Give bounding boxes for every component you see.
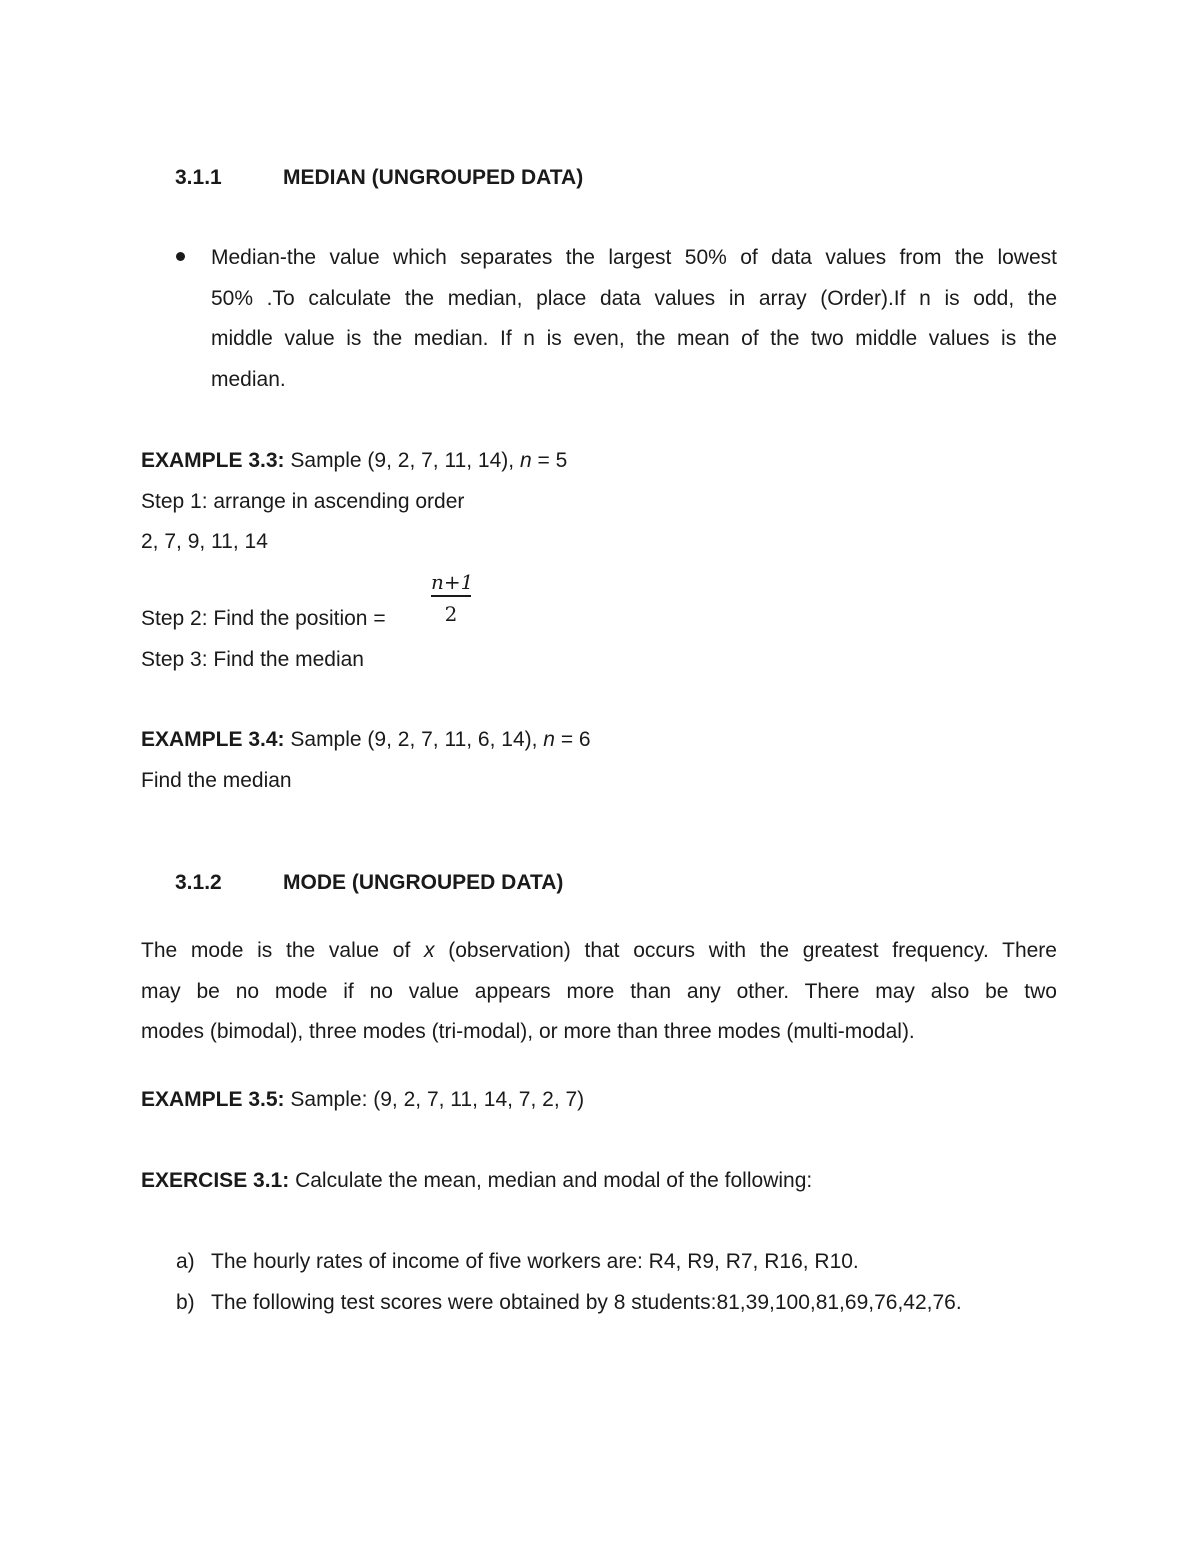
example-3-3-n-value: = 5 <box>531 449 568 472</box>
bullet-line-3: middle value is the median. If n is even, the mean of the two middle values is the <box>211 327 1057 350</box>
example-3-3-label: EXAMPLE 3.3: <box>141 449 285 472</box>
example-3-4-line <box>141 729 591 750</box>
exercise-item-a-marker: a) <box>176 1250 195 1273</box>
section-title-mode: MODE (UNGROUPED DATA) <box>283 871 564 894</box>
fraction-numerator: n+1 <box>431 570 474 594</box>
bullet-icon <box>176 252 185 261</box>
example-3-3-step2: Step 2: Find the position = <box>141 607 386 630</box>
example-3-3-step1: Step 1: arrange in ascending order <box>141 490 465 513</box>
exercise-item-a-text: The hourly rates of income of five workers are: R4, R9, R7, R16, R10. <box>211 1250 859 1273</box>
exercise-item-b-marker: b) <box>176 1291 195 1314</box>
section-title-median: MEDIAN (UNGROUPED DATA) <box>283 166 584 189</box>
section-number-median: 3.1.1 <box>175 166 222 189</box>
example-3-5-label: EXAMPLE 3.5: <box>141 1088 285 1111</box>
exercise-item-b-text: The following test scores were obtained by 8 students:81,39,100,81,69,76,42,76. <box>211 1291 962 1314</box>
example-3-5-line <box>141 1089 584 1110</box>
mode-line-1-end: (observation) that occurs with the greatest frequency. There <box>434 939 1057 962</box>
mode-line-1-start: The mode is the value of <box>141 939 425 962</box>
bullet-line-4: median. <box>211 368 286 391</box>
example-3-3-n: n <box>519 449 532 472</box>
mode-paragraph-line-2: may be no mode if no value appears more than any other. There may also be two <box>141 980 1057 1003</box>
exercise-3-1-line <box>141 1170 812 1191</box>
section-number-mode: 3.1.2 <box>175 871 222 894</box>
mode-paragraph-line-1 <box>141 940 1057 961</box>
bullet-line-2: 50% .To calculate the median, place data values in array (Order).If n is odd, the <box>211 287 1057 310</box>
mode-x-symbol: x <box>424 939 435 962</box>
example-3-3-sample: Sample (9, 2, 7, 11, 14), <box>284 449 520 472</box>
exercise-3-1-text: Calculate the mean, median and modal of the following: <box>289 1169 813 1192</box>
mode-paragraph-line-3: modes (bimodal), three modes (tri-modal), or more than three modes (multi-modal). <box>141 1020 915 1043</box>
example-3-4-sample: Sample (9, 2, 7, 11, 6, 14), <box>284 728 544 751</box>
fraction-denominator: 2 <box>444 602 458 626</box>
fraction-bar <box>431 595 471 597</box>
example-3-3-step3: Step 3: Find the median <box>141 648 364 671</box>
example-3-5-sample: Sample: (9, 2, 7, 11, 14, 7, 2, 7) <box>284 1088 585 1111</box>
exercise-3-1-label: EXERCISE 3.1: <box>141 1169 290 1192</box>
example-3-3-line <box>141 450 567 471</box>
example-3-4-instruction: Find the median <box>141 769 292 792</box>
example-3-4-n: n <box>543 728 555 751</box>
example-3-4-label: EXAMPLE 3.4: <box>141 728 285 751</box>
example-3-3-sorted: 2, 7, 9, 11, 14 <box>141 530 268 553</box>
bullet-line-1: Median-the value which separates the largest 50% of data values from the lowest <box>211 246 1057 269</box>
example-3-4-n-value: = 6 <box>554 728 591 751</box>
